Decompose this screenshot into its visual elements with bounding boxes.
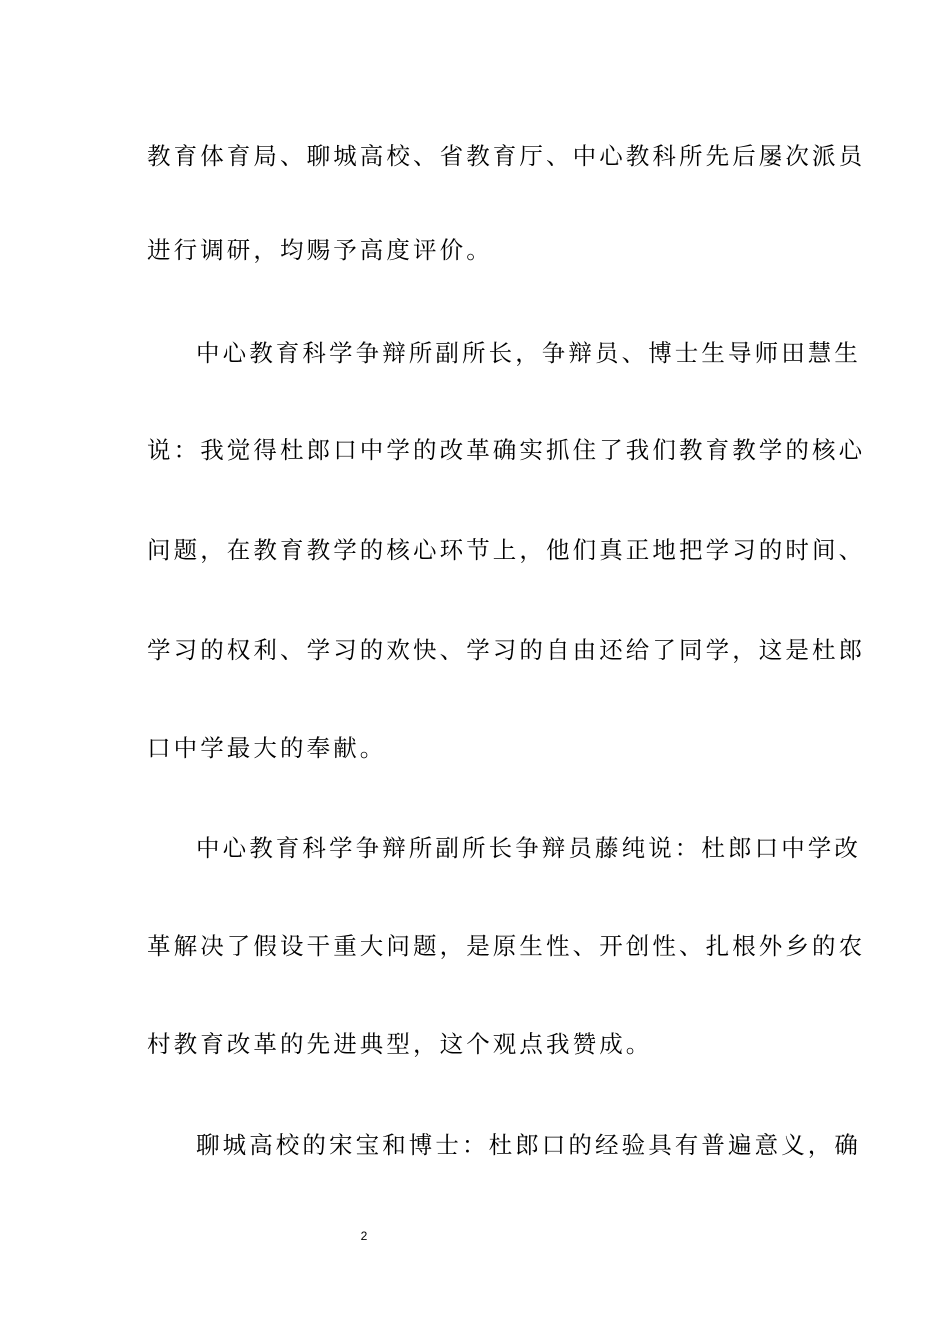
text-line: 说：我觉得杜郎口中学的改革确实抓住了我们教育教学的核心	[147, 436, 866, 464]
text-line: 进行调研，均赐予高度评价。	[147, 236, 493, 264]
page-number: 2	[360, 1229, 368, 1243]
text-line: 革解决了假设干重大问题，是原生性、开创性、扎根外乡的农	[147, 932, 866, 960]
paragraph-start-line: 聊城高校的宋宝和博士：杜郎口的经验具有普遍意义，确	[196, 1131, 861, 1159]
text-line: 问题，在教育教学的核心环节上，他们真正地把学习的时间、	[147, 536, 866, 564]
text-line: 学习的权利、学习的欢快、学习的自由还给了同学，这是杜郎	[147, 636, 866, 664]
text-line: 村教育改革的先进典型，这个观点我赞成。	[147, 1030, 653, 1058]
text-line: 教育体育局、聊城高校、省教育厅、中心教科所先后屡次派员	[147, 142, 866, 170]
paragraph-start-line: 中心教育科学争辩所副所长争辩员藤纯说：杜郎口中学改	[196, 834, 861, 862]
text-line: 口中学最大的奉献。	[147, 734, 387, 762]
paragraph-start-line: 中心教育科学争辩所副所长，争辩员、博士生导师田慧生	[196, 339, 861, 367]
